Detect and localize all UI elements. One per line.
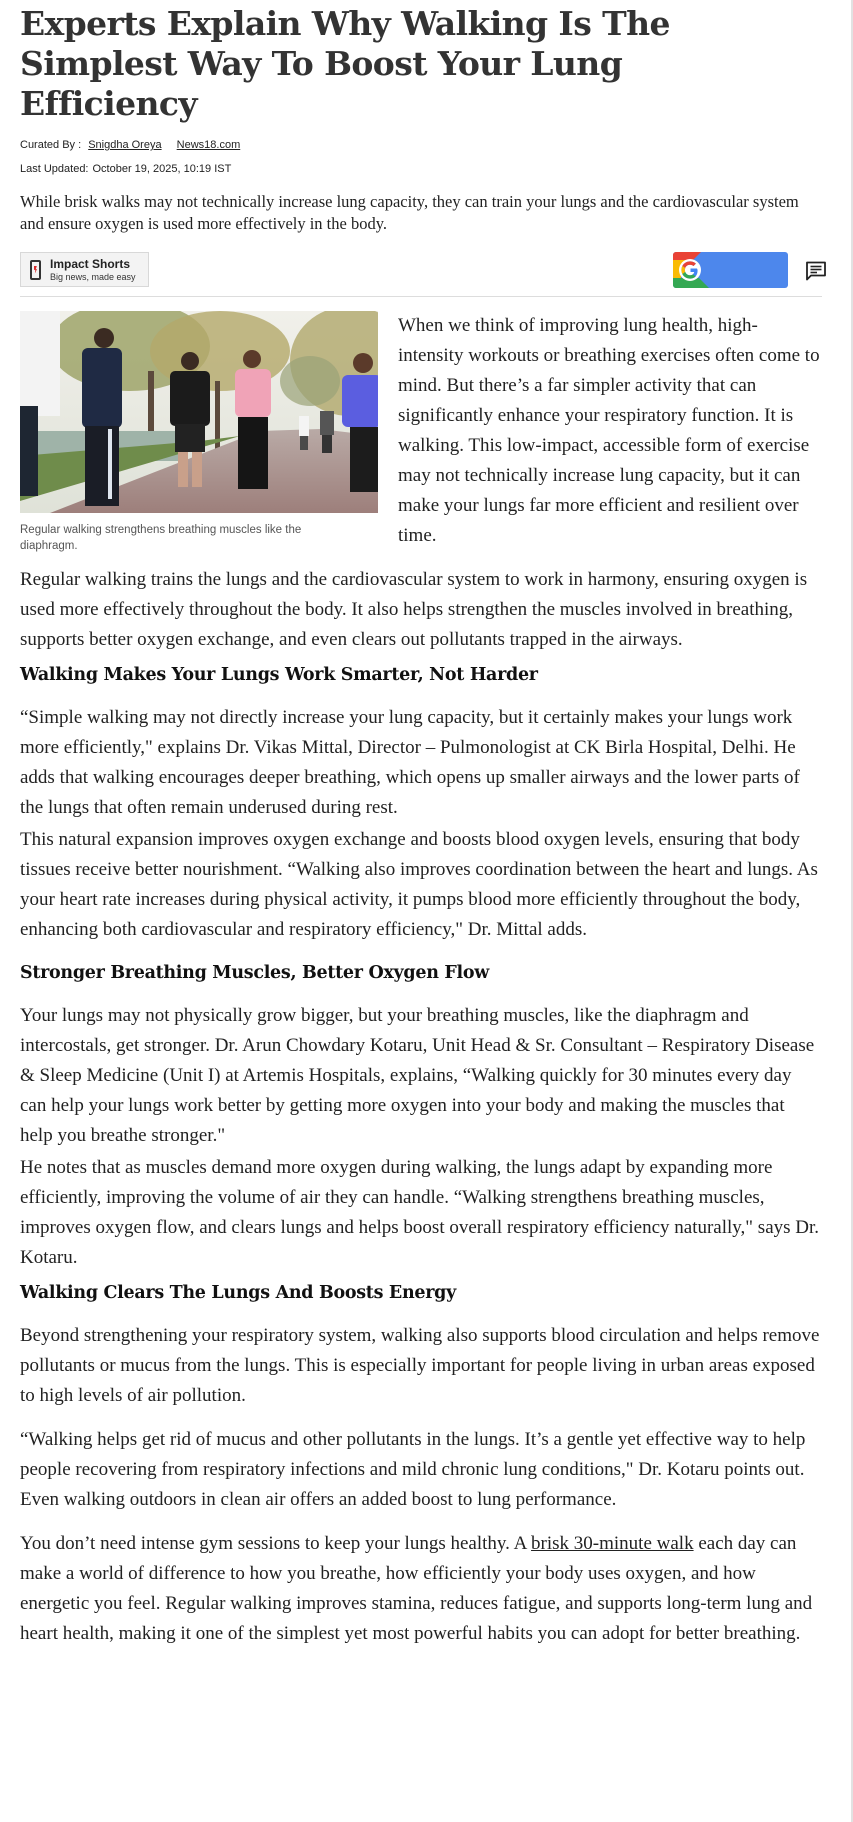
section-heading: Stronger Breathing Muscles, Better Oxygen Flow (20, 963, 490, 983)
section-heading: Walking Makes Your Lungs Work Smarter, Not Harder (20, 665, 538, 685)
byline (20, 138, 822, 152)
paragraph: Beyond strengthening your respiratory system, walking also supports blood circulation and helps remove pollutants or mucus from the lungs. This is especially important for people living in urban areas exposed to high levels of air pollution. (20, 1325, 820, 1406)
paragraph-text: each day can make a world of difference to how you breathe, how efficiently your body uses oxygen, and how energetic you feel. Regular walking improves stamina, reduces fatigue, and supports long-term lung and heart health, making it one of the simplest yet most powerful habits you can adopt for better breathing. (20, 1533, 813, 1644)
action-row (20, 252, 822, 290)
google-g-icon (673, 252, 711, 288)
paragraph: He notes that as muscles demand more oxygen during walking, the lungs adapt by expanding more efficiently, improving the volume of air they can handle. “Walking strengthens breathing muscles, improves oxygen flow, and clears lungs and helps boost overall respiratory efficiency naturally," says Dr. Kotaru. (20, 1157, 820, 1268)
paragraph: “Simple walking may not directly increase your lung capacity, but it certainly makes your lungs work more efficiently," explains Dr. Vikas Mittal, Director – Pulmonologist at CK Birla Hospital, Delhi. He adds that walking encourages deeper breathing, which opens up smaller airways and the lower parts of the lungs that often remain underused during rest. (20, 707, 800, 818)
article-title: Experts Explain Why Walking Is The Simplest Way To Boost Your Lung Efficiency (20, 4, 670, 123)
author-link[interactable]: Snigdha Oreya (88, 139, 162, 151)
last-updated-value: October 19, 2025, 10:19 IST (92, 163, 232, 175)
paragraph-text: You don’t need intense gym sessions to keep your lungs healthy. A (20, 1533, 532, 1554)
last-updated-label: Last Updated: (20, 163, 89, 175)
phone-bolt-icon (30, 260, 41, 280)
paragraph: “Walking helps get rid of mucus and other pollutants in the lungs. It’s a gentle yet effective way to help people recovering from respiratory infections and mild chronic lung conditions," Dr. Kotaru points out. Even walking outdoors in clean air offers an added boost to lung performance. (20, 1429, 806, 1510)
impact-shorts-title: Impact Shorts (50, 256, 131, 271)
image-caption: Regular walking strengthens breathing muscles like the diaphragm. (20, 524, 302, 552)
byline-label: Curated By : (20, 139, 82, 151)
paragraph (20, 1529, 822, 1649)
last-updated (20, 162, 822, 176)
lead-paragraph: When we think of improving lung health, high-intensity workouts or breathing exercises often come to mind. But there’s a far simpler activity that can significantly enhance your respiratory function. It is walking. This low-impact, accessible form of exercise may not technically increase lung capacity, but it can make your lungs far more efficient and resilient over time. (398, 315, 820, 546)
divider (20, 296, 822, 297)
article-image[interactable] (20, 311, 378, 513)
article-summary: While brisk walks may not technically increase lung capacity, they can train your lungs and the cardiovascular system and ensure oxygen is used more effectively in the body. (20, 192, 799, 233)
source-link[interactable]: News18.com (176, 139, 241, 151)
paragraph: Regular walking trains the lungs and the cardiovascular system to work in harmony, ensuring oxygen is used more effectively throughout the body. It also helps strengthen the muscles involved in breathing, supports better oxygen exchange, and even clears out pollutants trapped in the airways. (20, 569, 808, 650)
paragraph: This natural expansion improves oxygen exchange and boosts blood oxygen levels, ensuring that body tissues receive better nourishment. “Walking also improves coordination between the heart and lungs. As your heart rate increases during physical activity, it pumps blood more efficiently throughout the body, enhancing both cardiovascular and respiratory efficiency," Dr. Mittal adds. (20, 829, 818, 940)
walking-people-illustration (20, 311, 378, 513)
article-figure (20, 311, 378, 554)
impact-shorts-subtitle: Big news, made easy (50, 271, 136, 282)
comment-icon[interactable] (805, 261, 827, 281)
article (20, 0, 822, 1649)
paragraph: Your lungs may not physically grow bigger, but your breathing muscles, like the diaphragm and intercostals, get stronger. Dr. Arun Chowdary Kotaru, Unit Head & Sr. Consultant – Respiratory Disease & Sleep Medicine (Unit I) at Artemis Hospitals, explains, “Walking quickly for 30 minutes every day can help your lungs work better by getting more oxygen into your body and making the muscles that help you breathe stronger." (20, 1005, 815, 1146)
article-body (20, 311, 822, 1649)
brisk-walk-link[interactable]: brisk 30-minute walk (531, 1533, 694, 1554)
section-heading: Walking Clears The Lungs And Boosts Energy (20, 1283, 456, 1303)
google-preferred-source-button[interactable] (673, 252, 788, 288)
impact-shorts-button[interactable] (20, 252, 149, 287)
